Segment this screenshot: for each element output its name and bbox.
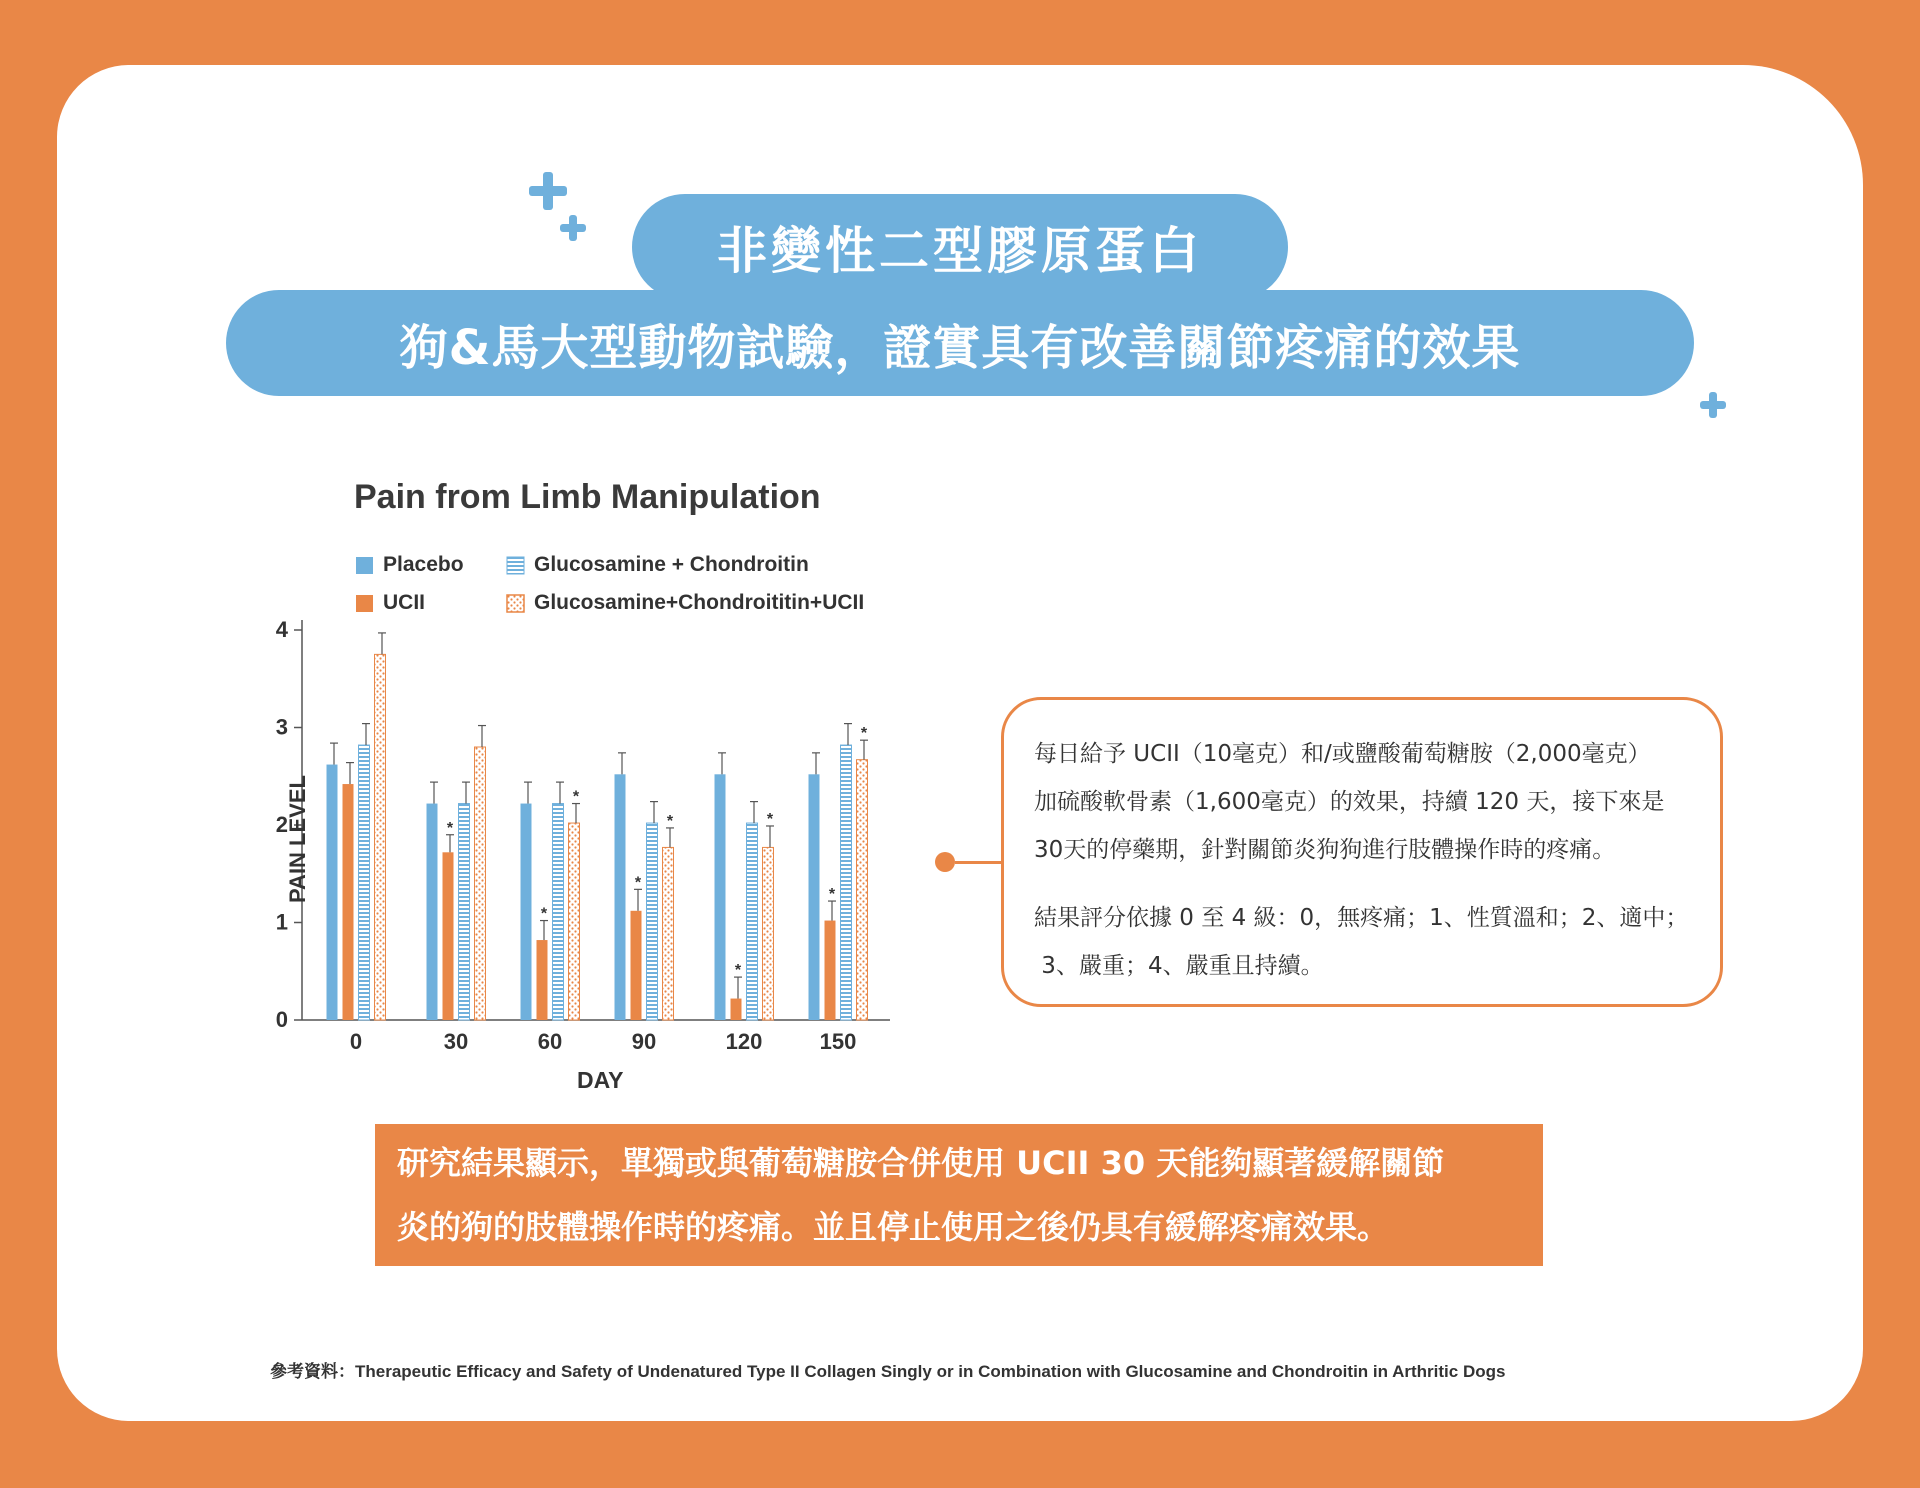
bar — [427, 804, 438, 1020]
bar — [647, 823, 658, 1020]
summary-banner — [375, 1124, 1543, 1266]
bar — [475, 747, 486, 1020]
plus-icon — [560, 215, 586, 241]
bar — [841, 745, 852, 1020]
bar — [521, 804, 532, 1020]
bar — [663, 847, 674, 1020]
y-tick-label: 1 — [275, 909, 288, 935]
bar — [747, 823, 758, 1020]
plus-icon — [1700, 392, 1726, 418]
bar — [631, 911, 642, 1020]
bar — [857, 760, 868, 1020]
summary-line: 炎的狗的肢體操作時的疼痛。並且停止使用之後仍具有緩解疼痛效果。 — [397, 1208, 1390, 1246]
bar-chart — [220, 600, 920, 1054]
x-tick-label: 150 — [819, 1029, 857, 1054]
summary-line: 研究結果顯示，單獨或與葡萄糖胺合併使用 UCII 30 天能夠顯著緩解關節 — [397, 1144, 1445, 1182]
connector-line — [955, 861, 1001, 864]
bar — [615, 774, 626, 1020]
bar — [553, 804, 564, 1020]
bar — [343, 784, 354, 1020]
bar — [459, 804, 470, 1020]
legend-label: UCII — [383, 591, 425, 614]
bar — [763, 847, 774, 1020]
significance-marker: * — [634, 874, 642, 892]
connector-dot — [935, 852, 955, 872]
legend-item-placebo — [356, 553, 464, 577]
x-tick-label: 0 — [349, 1029, 363, 1054]
x-tick-label: 30 — [443, 1029, 469, 1054]
bar — [375, 654, 386, 1020]
y-tick-label: 3 — [275, 714, 288, 740]
legend-label: Glucosamine + Chondroitin — [534, 553, 809, 576]
bar — [731, 999, 742, 1020]
significance-marker: * — [666, 812, 674, 830]
significance-marker: * — [446, 819, 454, 837]
note-line: 加硫酸軟骨素（1,600毫克）的效果，持續 120 天，接下來是 — [1034, 789, 1665, 815]
y-tick-label: 0 — [275, 1007, 288, 1032]
legend-label: Placebo — [383, 553, 464, 576]
significance-marker: * — [540, 905, 548, 923]
chart-title: Pain from Limb Manipulation — [354, 478, 821, 516]
bar — [825, 921, 836, 1020]
bar — [569, 823, 580, 1020]
study-note — [1001, 697, 1723, 1007]
significance-marker: * — [734, 962, 742, 980]
legend-item-glucosamine-chondroitin — [507, 553, 809, 577]
note-line: 30天的停藥期，針對關節炎狗狗進行肢體操作時的疼痛。 — [1034, 837, 1616, 863]
x-axis-label: DAY — [577, 1067, 624, 1093]
y-axis-label: PAIN LEVEL — [285, 775, 310, 903]
bar — [443, 852, 454, 1020]
bar — [359, 745, 370, 1020]
significance-marker: * — [766, 810, 774, 828]
bar — [715, 774, 726, 1020]
heading-line-1: 非變性二型膠原蛋白 — [632, 194, 1288, 300]
note-line: 每日給予 UCII（10毫克）和/或鹽酸葡萄糖胺（2,000毫克） — [1034, 741, 1651, 767]
bar — [327, 765, 338, 1020]
significance-marker: * — [572, 788, 580, 806]
y-tick-label: 4 — [275, 617, 288, 642]
y-tick-label: 2 — [275, 812, 288, 837]
x-tick-label: 60 — [537, 1029, 563, 1054]
bar — [537, 940, 548, 1020]
legend-swatch-glucosamine-chondroitin — [507, 557, 524, 574]
reference-citation: 參考資料：Therapeutic Efficacy and Safety of Undenatured Type II Collagen Singly or in Combination with Glucosamine and Chondroitin in Arthritic Dogs — [270, 1362, 1506, 1381]
x-tick-label: 90 — [631, 1029, 657, 1054]
heading-line-2: 狗&馬大型動物試驗，證實具有改善關節疼痛的效果 — [226, 290, 1694, 396]
plus-icon — [529, 172, 567, 210]
scoring-line: 3、嚴重；4、嚴重且持續。 — [1034, 953, 1324, 979]
legend-label: Glucosamine+Chondroititin+UCII — [534, 591, 865, 614]
significance-marker: * — [828, 886, 836, 904]
scoring-line: 結果評分依據 0 至 4 級：0，無疼痛；1、性質溫和；2、適中； — [1034, 905, 1689, 931]
significance-marker: * — [860, 725, 868, 743]
legend-swatch-placebo — [356, 557, 373, 574]
x-tick-label: 120 — [725, 1029, 763, 1054]
bar — [809, 774, 820, 1020]
